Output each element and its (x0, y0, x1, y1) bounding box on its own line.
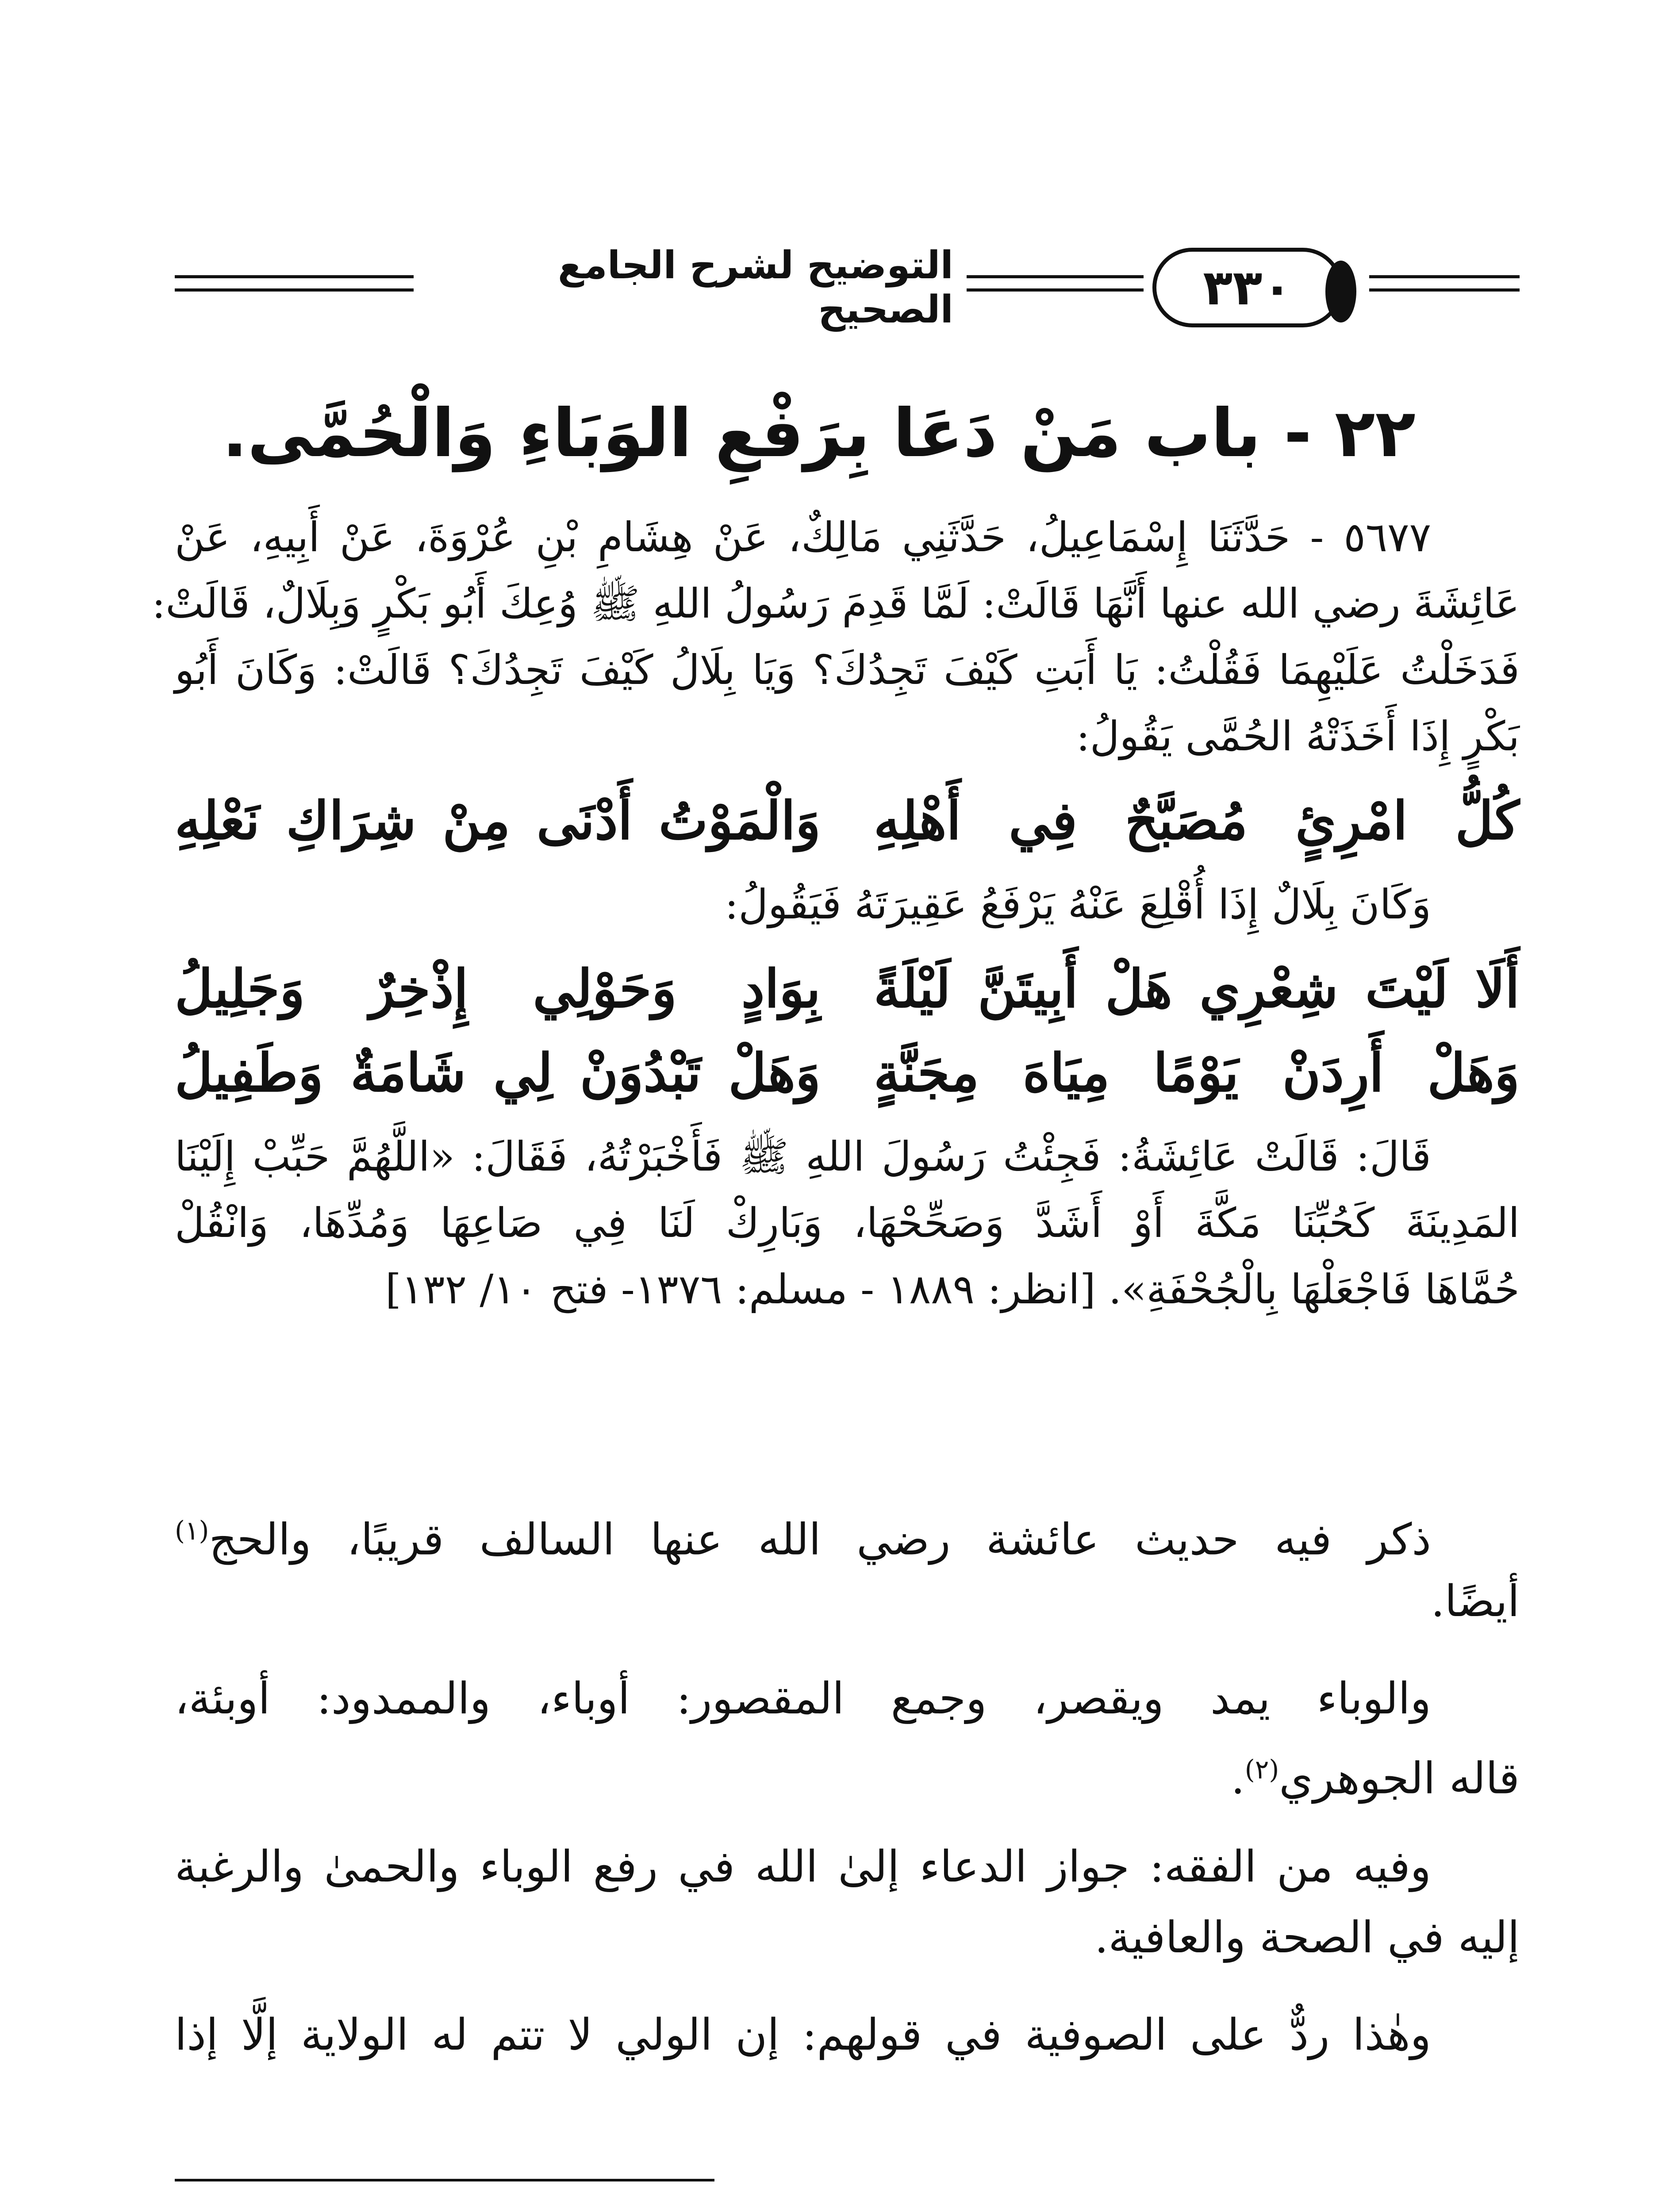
page-number: ٣٣٠ (1203, 259, 1292, 316)
commentary-line: وفيه من الفقه: جواز الدعاء إلىٰ الله في رفع الوباء والحمىٰ والرغبة (175, 1842, 1431, 1892)
hadith-closing-line: قَالَ: قَالَتْ عَائِشَةُ: فَجِئْتُ رَسُولَ اللهِ ﷺ فَأَخْبَرْتُهُ، فَقَالَ: «اللَّهُمَّ حَبِّبْ إِلَيْنَا (175, 1133, 1431, 1180)
commentary-line (175, 1495, 1520, 1575)
commentary-line: أيضًا. (1431, 1576, 1520, 1627)
hadith-closing-line: المَدِينَةَ كَحُبِّنَا مَكَّةَ أَوْ أَشَدَّ وَصَحِّحْهَا، وَبَارِكْ لَنَا فِي صَاعِهَا وَمُدِّهَا، وَانْقُلْ (175, 1199, 1520, 1247)
bilal-intro: وَكَانَ بِلَالٌ إِذَا أُقْلِعَ عَنْهُ يَرْفَعُ عَقِيرَتَهُ فَيَقُولُ: (725, 881, 1431, 928)
header-rule-left-bottom (175, 288, 414, 292)
running-header (175, 243, 1520, 336)
commentary-text: . (1231, 1753, 1245, 1804)
header-rule-right-bottom (1369, 288, 1520, 292)
hadith-line: فَدَخَلْتُ عَلَيْهِمَا فَقُلْتُ: يَا أَبَتِ كَيْفَ تَجِدُكَ؟ وَيَا بِلَالُ كَيْفَ تَجِدُكَ؟ قَالَتْ: وَكَانَ أَبُو (175, 646, 1520, 694)
header-rule-left-top (175, 275, 414, 278)
commentary-line: والوباء يمد ويقصر، وجمع المقصور: أوباء، والممدود: أوبئة، (175, 1674, 1431, 1724)
hadith-closing-line: حُمَّاهَا فَاجْعَلْهَا بِالْجُحْفَةِ». [انظر: ١٨٨٩ - مسلم: ١٣٧٦- فتح ١٠/ ١٣٢] (385, 1266, 1520, 1313)
verse-hemistich: وَهَلْ أَرِدَنْ يَوْمًا مِيَاهَ مِجَنَّةٍ (874, 1042, 1520, 1103)
verse-hemistich: وَالْمَوْتُ أَدْنَى مِنْ شِرَاكِ نَعْلِهِ (175, 790, 821, 851)
page-number-badge (1152, 248, 1343, 327)
header-rule-mid-bottom (967, 288, 1144, 292)
hadith-line: عَائِشَةَ رضي الله عنها أَنَّهَا قَالَتْ: لَمَّا قَدِمَ رَسُولُ اللهِ ﷺ وُعِكَ أَبُو بَكْرٍ وَبِلَالٌ، قَالَتْ: (152, 580, 1520, 627)
book-title: التوضيح لشرح الجامع الصحيح (557, 243, 953, 332)
commentary-line: إليه في الصحة والعافية. (1094, 1912, 1520, 1963)
commentary-text: قاله الجوهري (1279, 1753, 1520, 1804)
verse-hemistich: كُلُّ امْرِئٍ مُصَبَّحٌ فِي أَهْلِهِ (874, 790, 1520, 851)
header-rule-right-top (1369, 275, 1520, 278)
footnote-marker: (١) (175, 1515, 209, 1546)
verse-hemistich: أَلَا لَيْتَ شِعْرِي هَلْ أَبِيتَنَّ لَيْلَةً (874, 958, 1520, 1019)
hadith-line: بَكْرٍ إِذَا أَخَذَتْهُ الحُمَّى يَقُولُ: (1076, 713, 1520, 760)
chapter-title: ٢٢ - باب مَنْ دَعَا بِرَفْعِ الوَبَاءِ وَالْحُمَّى. (222, 395, 1416, 472)
hadith-line: ٥٦٧٧ - حَدَّثَنَا إِسْمَاعِيلُ، حَدَّثَنِي مَالِكٌ، عَنْ هِشَامِ بْنِ عُرْوَةَ، عَنْ أَبِيهِ، عَنْ (175, 514, 1431, 561)
footnote-separator (175, 2179, 714, 2181)
verse-hemistich: وَهَلْ تَبْدُوَنْ لِي شَامَةٌ وَطَفِيلُ (175, 1042, 821, 1103)
commentary-text: ذكر فيه حديث عائشة رضي الله عنها السالف قريبًا، والحج (209, 1514, 1431, 1565)
header-rule-mid-top (967, 275, 1144, 278)
commentary-line: وهٰذا ردٌّ على الصوفية في قولهم: إن الولي لا تتم له الولاية إلَّا إذا (175, 2010, 1431, 2060)
verse-hemistich: بِوَادٍ وَحَوْلِي إِذْخِرٌ وَجَلِيلُ (175, 958, 821, 1019)
commentary-line (175, 1734, 1520, 1814)
footnote-marker: (٢) (1244, 1754, 1279, 1785)
